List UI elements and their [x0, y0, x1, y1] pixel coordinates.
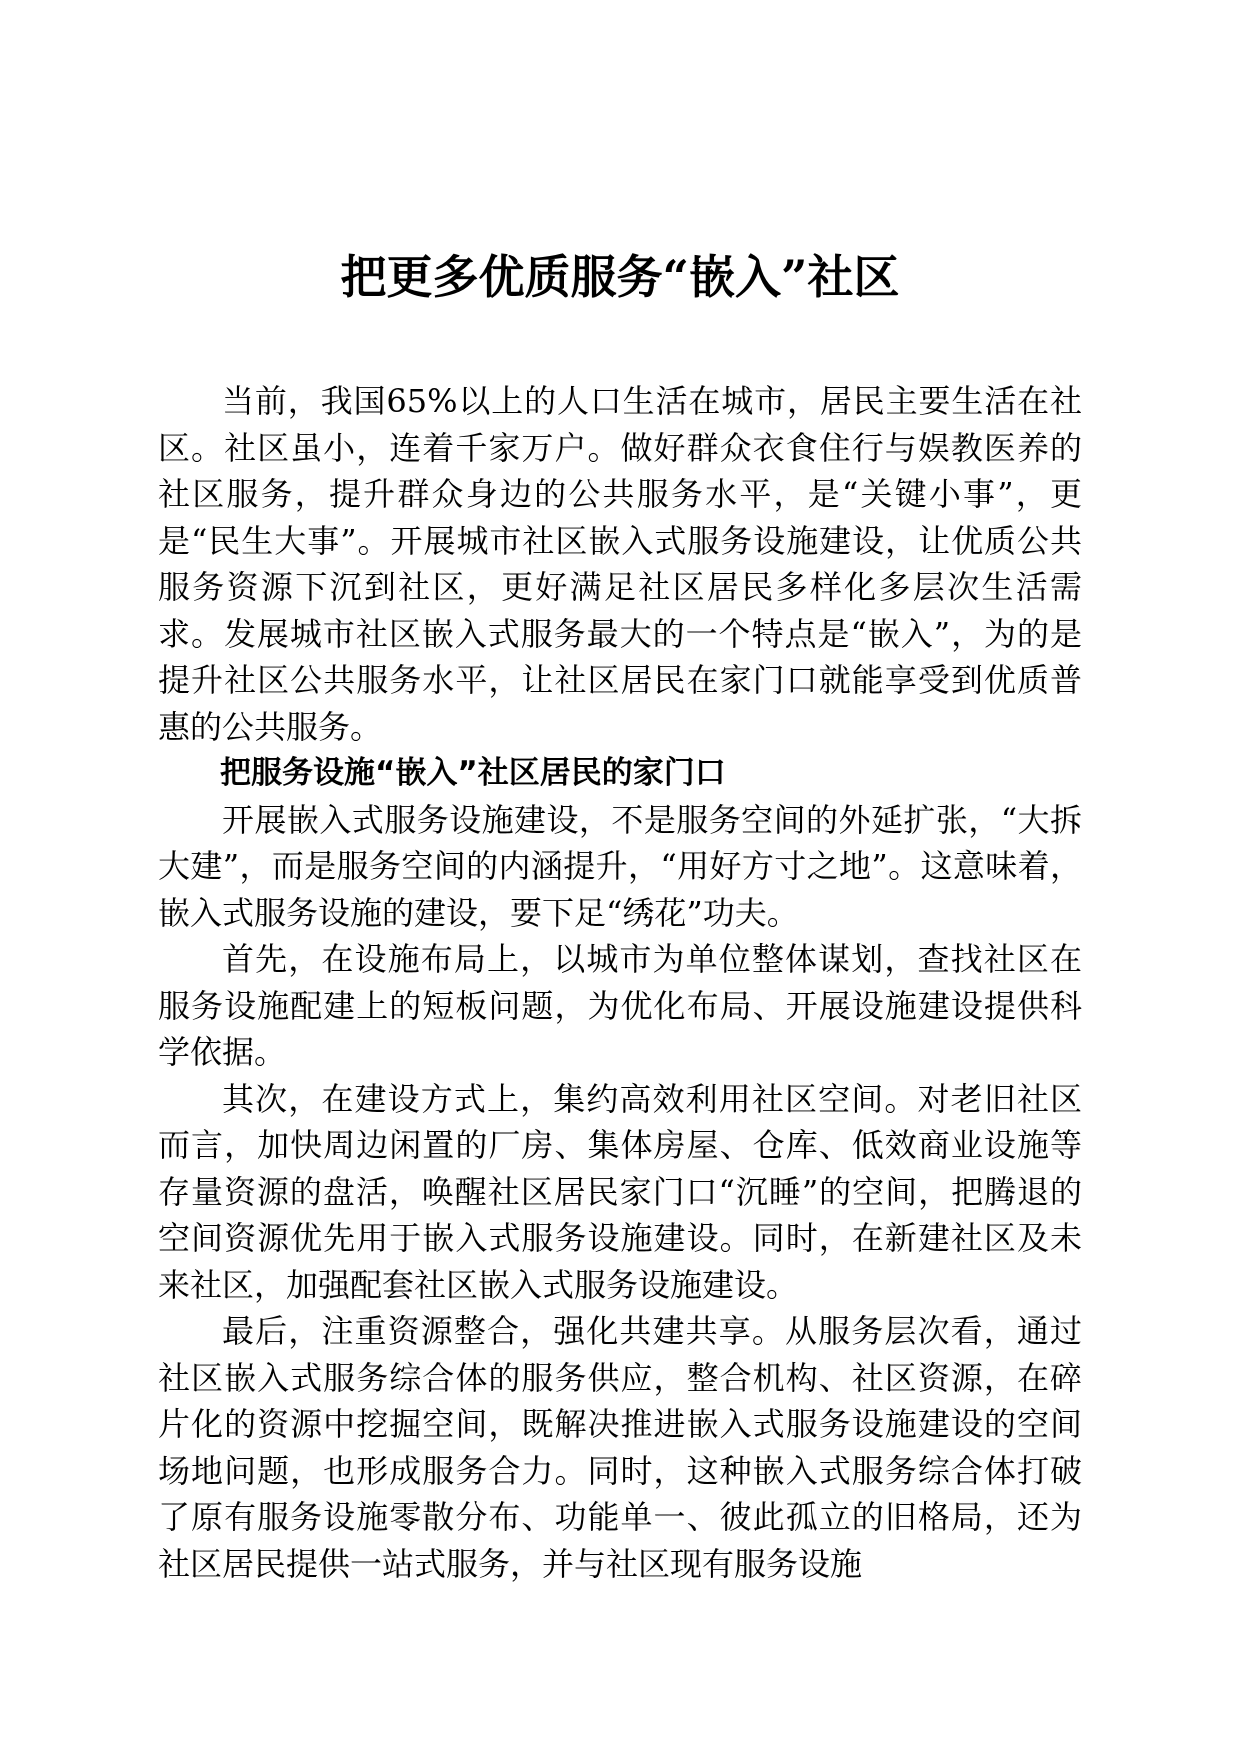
- document-title: 把更多优质服务“嵌入”社区: [340, 250, 900, 304]
- paragraph-second: 其次，在建设方式上，集约高效利用社区空间。对老旧社区而言，加快周边闲置的厂房、集体房屋、仓库、低效商业设施等存量资源的盘活，唤醒社区居民家门口“沉睡”的空间，把腾退的空间资源优先用于嵌入式服务设施建设。同时，在新建社区及未来社区，加强配套社区嵌入式服务设施建设。: [158, 1079, 1082, 1304]
- document-body: [158, 378, 1082, 1587]
- section-heading: 把服务设施“嵌入”社区居民的家门口: [220, 755, 726, 791]
- paragraph-last: 最后，注重资源整合，强化共建共享。从服务层次看，通过社区嵌入式服务综合体的服务供应，整合机构、社区资源，在碎片化的资源中挖掘空间，既解决推进嵌入式服务设施建设的空间场地问题，也形成服务合力。同时，这种嵌入式服务综合体打破了原有服务设施零散分布、功能单一、彼此孤立的旧格局，还为社区居民提供一站式服务，并与社区现有服务设施: [158, 1312, 1082, 1583]
- paragraph-intro: 当前，我国65%以上的人口生活在城市，居民主要生活在社区。社区虽小，连着千家万户。做好群众衣食住行与娱教医养的社区服务，提升群众身边的公共服务水平，是“关键小事”，更是“民生大事”。开展城市社区嵌入式服务设施建设，让优质公共服务资源下沉到社区，更好满足社区居民多样化多层次生活需求。发展城市社区嵌入式服务最大的一个特点是“嵌入”，为的是提升社区公共服务水平，让社区居民在家门口就能享受到优质普惠的公共服务。: [158, 382, 1082, 746]
- paragraph-first: 首先，在设施布局上，以城市为单位整体谋划，查找社区在服务设施配建上的短板问题，为优化布局、开展设施建设提供科学依据。: [158, 940, 1082, 1071]
- paragraph-section-intro: 开展嵌入式服务设施建设，不是服务空间的外延扩张，“大拆大建”，而是服务空间的内涵提升，“用好方寸之地”。这意味着，嵌入式服务设施的建设，要下足“绣花”功夫。: [158, 800, 1082, 932]
